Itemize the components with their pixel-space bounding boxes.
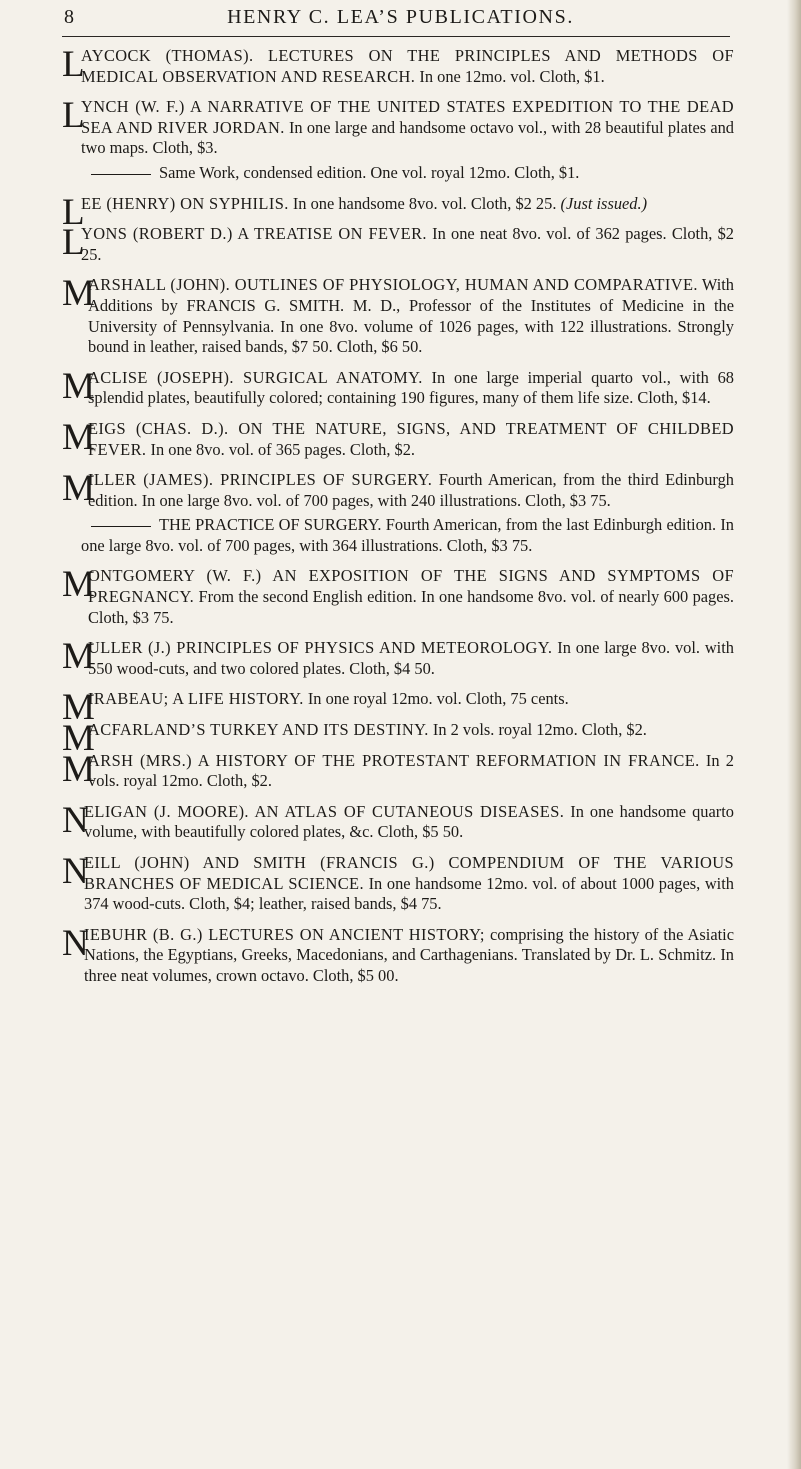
drop-initial: L [62, 95, 85, 137]
catalog-entry [62, 922, 734, 987]
header-rule [62, 36, 730, 37]
catalog-entry [62, 566, 734, 628]
page-edge [787, 0, 801, 1469]
entry-heading: IEBUHR (B. G.) LECTURES ON ANCIENT HISTORY; [84, 924, 485, 944]
entry-heading: YONS (ROBERT D.) A TREATISE ON FEVER. [81, 224, 427, 244]
entry-body: In 2 vols. royal 12mo. Cloth, $2. [432, 720, 647, 740]
entry-heading: EE (HENRY) ON SYPHILIS. [81, 193, 289, 213]
entry-heading: ELIGAN (J. MOORE). AN ATLAS OF CUTANEOUS DISEASES. [84, 801, 565, 821]
entry-heading: ILLER (JAMES). PRINCIPLES OF SURGERY. [88, 470, 433, 490]
entry-body: In one 12mo. vol. Cloth, $1. [419, 66, 605, 86]
catalog-entry [62, 748, 734, 792]
entry-heading: EILL (JOHN) AND SMITH (FRANCIS G.) COMPENDIUM OF THE VARIOUS BRANCHES OF MEDICAL SCIENCE. [84, 853, 734, 893]
drop-initial: N [62, 799, 89, 841]
catalog-entry [62, 191, 734, 233]
entry-body: In one large imperial quarto vol., with 68 splendid plates, beautifully colored; containing 190 figures, many of them life size. Cloth, $14. [88, 367, 734, 408]
entry-body: With Additions by FRANCIS G. SMITH. M. D., Professor of the Institutes of Medicine in the University of Pennsylvania. In one 8vo. volume of 1026 pages, with 122 illustrations. Strongly bound in leather, raised bands, $7 50. Cloth, $6 50. [88, 275, 734, 357]
entry-body: From the second English edition. In one handsome 8vo. vol. of nearly 600 pages. Cloth, $3 75. [88, 587, 734, 627]
drop-initial: M [62, 687, 95, 729]
catalog-entry [62, 365, 734, 409]
drop-initial: L [62, 44, 85, 85]
catalog-entry [62, 416, 734, 460]
page-header [0, 6, 801, 36]
entry-heading: ARSHALL (JOHN). OUTLINES OF PHYSIOLOGY, HUMAN AND COMPARATIVE. [88, 275, 698, 295]
sub-entry [62, 515, 734, 556]
entry-heading: ARSH (MRS.) A HISTORY OF THE PROTESTANT REFORMATION IN FRANCE. [88, 750, 700, 770]
entry-heading: ACLISE (JOSEPH). SURGICAL ANATOMY. [88, 367, 423, 387]
catalog-entry [62, 275, 734, 357]
drop-initial: M [62, 365, 95, 407]
drop-initial: M [62, 718, 95, 760]
drop-initial: L [62, 222, 85, 264]
catalog-entry [62, 638, 734, 679]
entry-body: In one handsome quarto volume, with beautifully colored plates, &c. Cloth, $5 50. [84, 801, 734, 842]
drop-initial: N [62, 851, 89, 892]
catalog-entry [62, 687, 734, 729]
drop-initial: M [62, 564, 95, 606]
entry-heading: ONTGOMERY (W. F.) AN EXPOSITION OF THE SIGNS AND SYMPTOMS OF PREGNANCY. [88, 566, 734, 607]
entry-body: In one neat 8vo. vol. of 362 pages. Cloth, $2 25. [81, 224, 734, 264]
drop-initial: L [62, 191, 85, 233]
drop-initial: M [62, 748, 95, 790]
drop-initial: M [62, 273, 95, 315]
catalog-entry [62, 97, 734, 159]
entry-body: In 2 vols. royal 12mo. Cloth, $2. [88, 750, 734, 791]
running-title: HENRY C. LEA’S PUBLICATIONS. [227, 6, 574, 28]
drop-initial: M [62, 468, 95, 510]
entry-note: (Just issued.) [560, 193, 648, 213]
entry-heading: YNCH (W. F.) A NARRATIVE OF THE UNITED STATES EXPEDITION TO THE DEAD SEA AND RIVER JORDAN. [81, 97, 734, 137]
entry-heading: AYCOCK (THOMAS). LECTURES ON THE PRINCIPLES AND METHODS OF MEDICAL OBSERVATION AND RESEARCH. [81, 46, 734, 86]
entry-body: In one large 8vo. vol. with 550 wood-cuts, and two colored plates. Cloth, $4 50. [88, 638, 734, 678]
ditto-rule [91, 174, 151, 175]
entry-heading: ULLER (J.) PRINCIPLES OF PHYSICS AND METEOROLOGY. [88, 638, 553, 658]
sub-entry [62, 163, 734, 184]
entry-body: In one 8vo. vol. of 365 pages. Cloth, $2. [150, 439, 416, 459]
drop-initial: M [62, 416, 95, 458]
catalog-entry [62, 470, 734, 511]
entry-body: In one royal 12mo. vol. Cloth, 75 cents. [307, 689, 569, 709]
drop-initial: M [62, 636, 95, 678]
entry-body: In one handsome 12mo. vol. of about 1000 pages, with 374 wood-cuts. Cloth, $4; leather, raised bands, $4 75. [84, 873, 734, 914]
entry-body: In one large and handsome octavo vol., with 28 beautiful plates and two maps. Cloth, $3. [81, 117, 734, 158]
catalog-entry [62, 853, 734, 915]
page-number: 8 [64, 6, 74, 28]
catalog-entry [62, 224, 734, 265]
entry-heading: IRABEAU; A LIFE HISTORY. [88, 689, 304, 709]
ditto-rule [91, 526, 151, 527]
entry-body: THE PRACTICE OF SURGERY. Fourth American, from the last Edinburgh edition. In one large 8vo. vol. of 700 pages, with 364 illustrations. Cloth, $3 75. [81, 515, 734, 555]
entry-heading: EIGS (CHAS. D.). ON THE NATURE, SIGNS, AND TREATMENT OF CHILDBED FEVER. [88, 418, 734, 459]
entry-body: Same Work, condensed edition. One vol. royal 12mo. Cloth, $1. [159, 162, 580, 182]
entry-body: In one handsome 8vo. vol. Cloth, $2 25. [292, 193, 557, 213]
catalog-entry [62, 799, 734, 843]
publication-list [62, 46, 734, 997]
catalog-entry [62, 46, 734, 87]
entry-body: Fourth American, from the third Edinburgh edition. In one large 8vo. vol. of 700 pages, with 240 illustrations. Cloth, $3 75. [88, 470, 734, 510]
entry-heading: ACFARLAND’S TURKEY AND ITS DESTINY. [88, 720, 429, 740]
drop-initial: N [62, 922, 89, 964]
entry-body: comprising the history of the Asiatic Nations, the Egyptians, Greeks, Macedonians, and Carthagenians. Translated by Dr. L. Schmitz. In three neat volumes, crown octavo. Cloth, $5 00. [84, 924, 734, 985]
